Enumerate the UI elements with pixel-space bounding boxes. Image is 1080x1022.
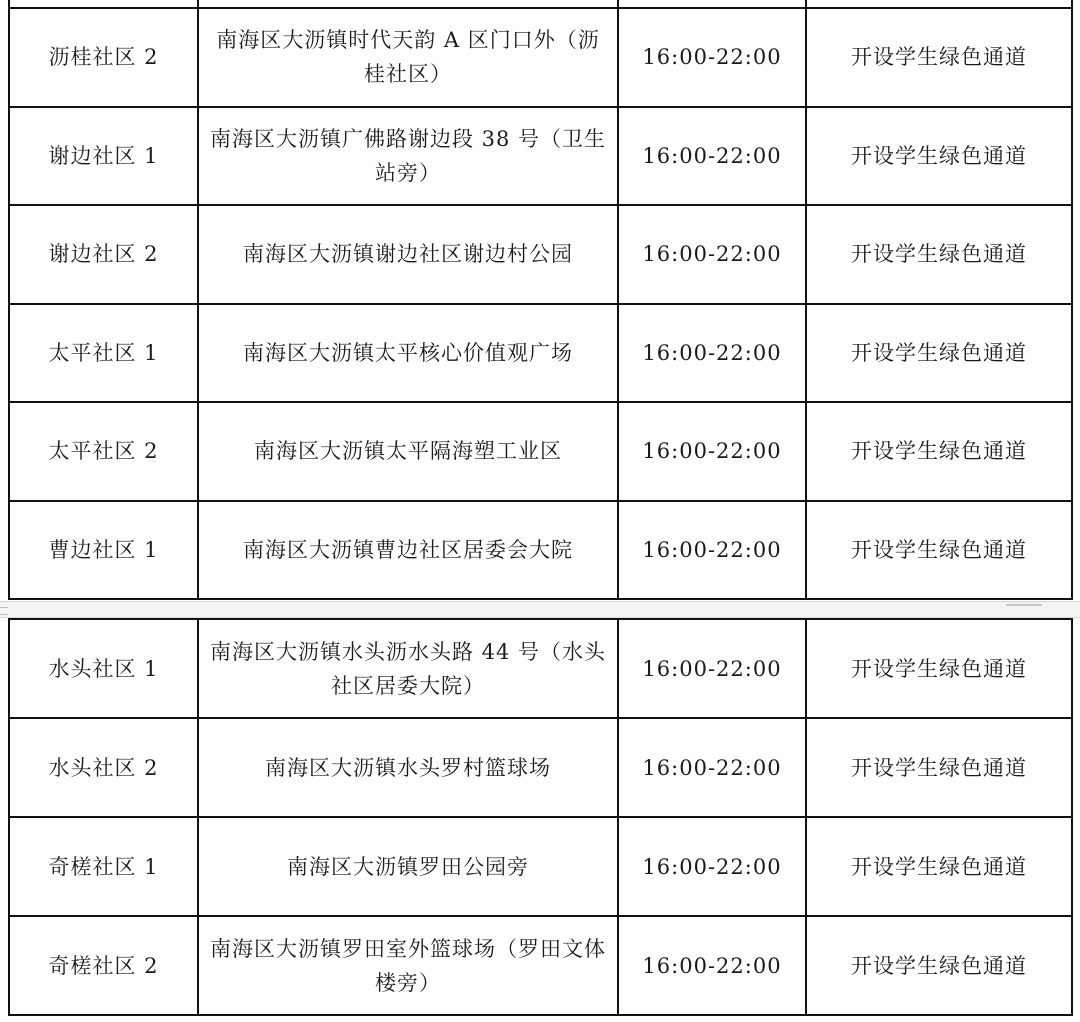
- table-row: [9, 916, 1072, 1015]
- note-cell: 开设学生绿色通道: [806, 402, 1072, 501]
- time-cell: 16:00-22:00: [618, 107, 806, 206]
- table-row: [9, 205, 1072, 304]
- time-cell: 16:00-22:00: [618, 8, 806, 107]
- table-page-2: [8, 618, 1071, 1016]
- time-cell: 16:00-22:00: [618, 619, 806, 718]
- testing-site-table-part-1: [8, 0, 1073, 600]
- note-cell: 开设学生绿色通道: [806, 107, 1072, 206]
- note-cell: 开设学生绿色通道: [806, 718, 1072, 817]
- table-row: [9, 619, 1072, 718]
- time-cell: 16:00-22:00: [618, 817, 806, 916]
- note-cell: 开设学生绿色通道: [806, 501, 1072, 600]
- address-cell: 南海区大沥镇曹边社区居委会大院: [198, 501, 618, 600]
- community-cell: 水头社区 1: [9, 619, 198, 718]
- table-row: [9, 718, 1072, 817]
- community-cell: 谢边社区 1: [9, 107, 198, 206]
- page-break: [0, 601, 1080, 618]
- community-cell: 水头社区 2: [9, 718, 198, 817]
- community-cell: 太平社区 2: [9, 402, 198, 501]
- address-cell: 南海区大沥镇水头罗村篮球场: [198, 718, 618, 817]
- address-cell: 南海区大沥镇罗田公园旁: [198, 817, 618, 916]
- table-row: [9, 402, 1072, 501]
- address-cell: 南海区大沥镇水头沥水头路 44 号（水头社区居委大院）: [198, 619, 618, 718]
- table-row: [9, 8, 1072, 107]
- page-break-marker: [0, 607, 8, 615]
- community-cell: 谢边社区 2: [9, 205, 198, 304]
- address-cell: 南海区大沥镇太平核心价值观广场: [198, 304, 618, 403]
- community-cell: 奇槎社区 2: [9, 916, 198, 1015]
- note-cell: 开设学生绿色通道: [806, 8, 1072, 107]
- cut-off-row: [9, 0, 1072, 8]
- community-cell: 沥桂社区 2: [9, 8, 198, 107]
- address-cell: 南海区大沥镇谢边社区谢边村公园: [198, 205, 618, 304]
- address-cell: 南海区大沥镇时代天韵 A 区门口外（沥桂社区）: [198, 8, 618, 107]
- table-row: [9, 501, 1072, 600]
- table-row: [9, 107, 1072, 206]
- time-cell: 16:00-22:00: [618, 205, 806, 304]
- note-cell: 开设学生绿色通道: [806, 205, 1072, 304]
- time-cell: 16:00-22:00: [618, 501, 806, 600]
- time-cell: 16:00-22:00: [618, 718, 806, 817]
- table-row: [9, 817, 1072, 916]
- address-cell: 南海区大沥镇罗田室外篮球场（罗田文体楼旁）: [198, 916, 618, 1015]
- time-cell: 16:00-22:00: [618, 402, 806, 501]
- address-cell: 南海区大沥镇太平隔海塑工业区: [198, 402, 618, 501]
- table-page-1: [8, 0, 1071, 601]
- address-cell: 南海区大沥镇广佛路谢边段 38 号（卫生站旁）: [198, 107, 618, 206]
- note-cell: 开设学生绿色通道: [806, 619, 1072, 718]
- time-cell: 16:00-22:00: [618, 304, 806, 403]
- community-cell: 奇槎社区 1: [9, 817, 198, 916]
- note-cell: 开设学生绿色通道: [806, 304, 1072, 403]
- testing-site-table-part-2: [8, 618, 1073, 1016]
- community-cell: 太平社区 1: [9, 304, 198, 403]
- community-cell: 曹边社区 1: [9, 501, 198, 600]
- time-cell: 16:00-22:00: [618, 916, 806, 1015]
- note-cell: 开设学生绿色通道: [806, 916, 1072, 1015]
- table-row: [9, 304, 1072, 403]
- note-cell: 开设学生绿色通道: [806, 817, 1072, 916]
